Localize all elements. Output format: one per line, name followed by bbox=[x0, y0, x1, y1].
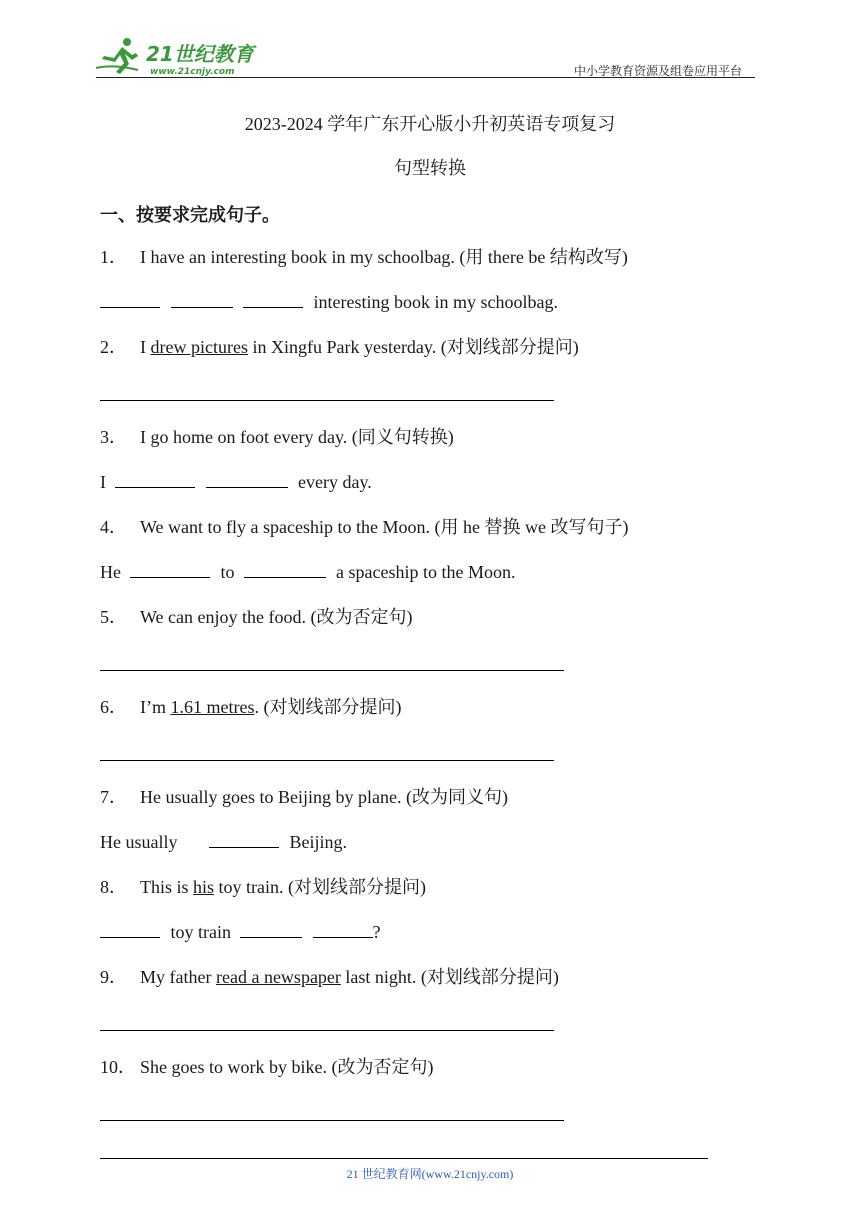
answer-line[interactable] bbox=[100, 760, 554, 761]
question-text: I have an interesting book in my schoolbag. (用 there be 结构改写) bbox=[140, 247, 628, 267]
question-number: 3． bbox=[100, 427, 127, 447]
answer-text: interesting book in my schoolbag. bbox=[313, 292, 558, 312]
answer-line[interactable] bbox=[100, 1120, 564, 1121]
underlined-part: 1.61 metres bbox=[170, 697, 255, 717]
question-3 bbox=[100, 426, 454, 448]
question-number: 1． bbox=[100, 247, 127, 267]
answer-blank[interactable] bbox=[209, 831, 279, 848]
page-title: 2023-2024 学年广东开心版小升初英语专项复习 bbox=[244, 114, 616, 134]
answer-blank[interactable] bbox=[240, 921, 302, 938]
question-text-pre: My father bbox=[140, 967, 216, 987]
question-number: 2． bbox=[100, 337, 127, 357]
runner-icon bbox=[96, 38, 138, 74]
answer-text: He bbox=[100, 562, 121, 582]
question-number: 5． bbox=[100, 607, 127, 627]
answer-text: toy train bbox=[170, 922, 231, 942]
answer-blank[interactable] bbox=[100, 921, 160, 938]
question-7 bbox=[100, 786, 508, 808]
question-9 bbox=[100, 966, 559, 988]
question-text: She goes to work by bike. (改为否定句) bbox=[140, 1057, 434, 1077]
footer-text: 21 世纪教育网(www.21cnjy.com) bbox=[346, 1167, 514, 1181]
question-number: 8． bbox=[100, 877, 127, 897]
question-6 bbox=[100, 696, 401, 718]
answer-text: I bbox=[100, 472, 106, 492]
underlined-part: his bbox=[193, 877, 215, 897]
answer-blank[interactable] bbox=[313, 921, 373, 938]
logo-url: www.21cnjy.com bbox=[150, 67, 235, 77]
logo-text: 21世纪教育 bbox=[146, 42, 254, 66]
answer-blank[interactable] bbox=[100, 291, 160, 308]
answer-text: Beijing. bbox=[289, 832, 347, 852]
answer-text: to bbox=[220, 562, 235, 582]
question-1 bbox=[100, 246, 628, 268]
question-text-pre: I bbox=[140, 337, 151, 357]
question-text-pre: This is bbox=[140, 877, 194, 897]
answer-text: every day. bbox=[298, 472, 372, 492]
answer-line[interactable] bbox=[100, 670, 564, 671]
question-text: He usually goes to Beijing by plane. (改为同义句) bbox=[140, 787, 508, 807]
answer-text: He usually bbox=[100, 832, 178, 852]
question-text: We want to fly a spaceship to the Moon. (用 he 替换 we 改写句子) bbox=[140, 517, 629, 537]
answer-blank[interactable] bbox=[130, 561, 210, 578]
site-logo bbox=[94, 34, 264, 78]
question-text-post: toy train. (对划线部分提问) bbox=[214, 877, 427, 897]
answer-text: ? bbox=[372, 922, 381, 942]
answer-text: a spaceship to the Moon. bbox=[336, 562, 516, 582]
answer-8 bbox=[100, 921, 381, 943]
question-text-post: last night. (对划线部分提问) bbox=[340, 967, 559, 987]
answer-4 bbox=[100, 561, 515, 583]
question-4 bbox=[100, 516, 628, 538]
header-divider bbox=[96, 77, 755, 78]
question-text-post: . (对划线部分提问) bbox=[254, 697, 402, 717]
question-5 bbox=[100, 606, 412, 628]
answer-blank[interactable] bbox=[244, 561, 326, 578]
question-number: 9． bbox=[100, 967, 127, 987]
answer-1 bbox=[100, 291, 558, 313]
answer-3 bbox=[100, 471, 372, 493]
question-text-pre: I’m bbox=[140, 697, 171, 717]
answer-blank[interactable] bbox=[171, 291, 233, 308]
underlined-part: read a newspaper bbox=[215, 967, 341, 987]
question-2 bbox=[100, 336, 579, 358]
underlined-part: drew pictures bbox=[150, 337, 248, 357]
answer-7 bbox=[100, 831, 347, 853]
question-number: 10． bbox=[100, 1057, 136, 1077]
question-text-post: in Xingfu Park yesterday. (对划线部分提问) bbox=[247, 337, 579, 357]
question-10 bbox=[100, 1056, 433, 1078]
page-subtitle: 句型转换 bbox=[394, 158, 466, 178]
question-number: 6． bbox=[100, 697, 127, 717]
answer-blank[interactable] bbox=[115, 471, 195, 488]
section-heading: 一、按要求完成句子。 bbox=[100, 205, 280, 226]
footer-divider bbox=[100, 1158, 708, 1159]
question-text: I go home on foot every day. (同义句转换) bbox=[140, 427, 454, 447]
question-number: 7． bbox=[100, 787, 127, 807]
answer-blank[interactable] bbox=[206, 471, 288, 488]
answer-line[interactable] bbox=[100, 1030, 554, 1031]
header-platform-text: 中小学教育资源及组卷应用平台 bbox=[574, 64, 743, 78]
question-number: 4． bbox=[100, 517, 127, 537]
question-8 bbox=[100, 876, 426, 898]
answer-blank[interactable] bbox=[243, 291, 303, 308]
answer-line[interactable] bbox=[100, 400, 554, 401]
question-text: We can enjoy the food. (改为否定句) bbox=[140, 607, 413, 627]
